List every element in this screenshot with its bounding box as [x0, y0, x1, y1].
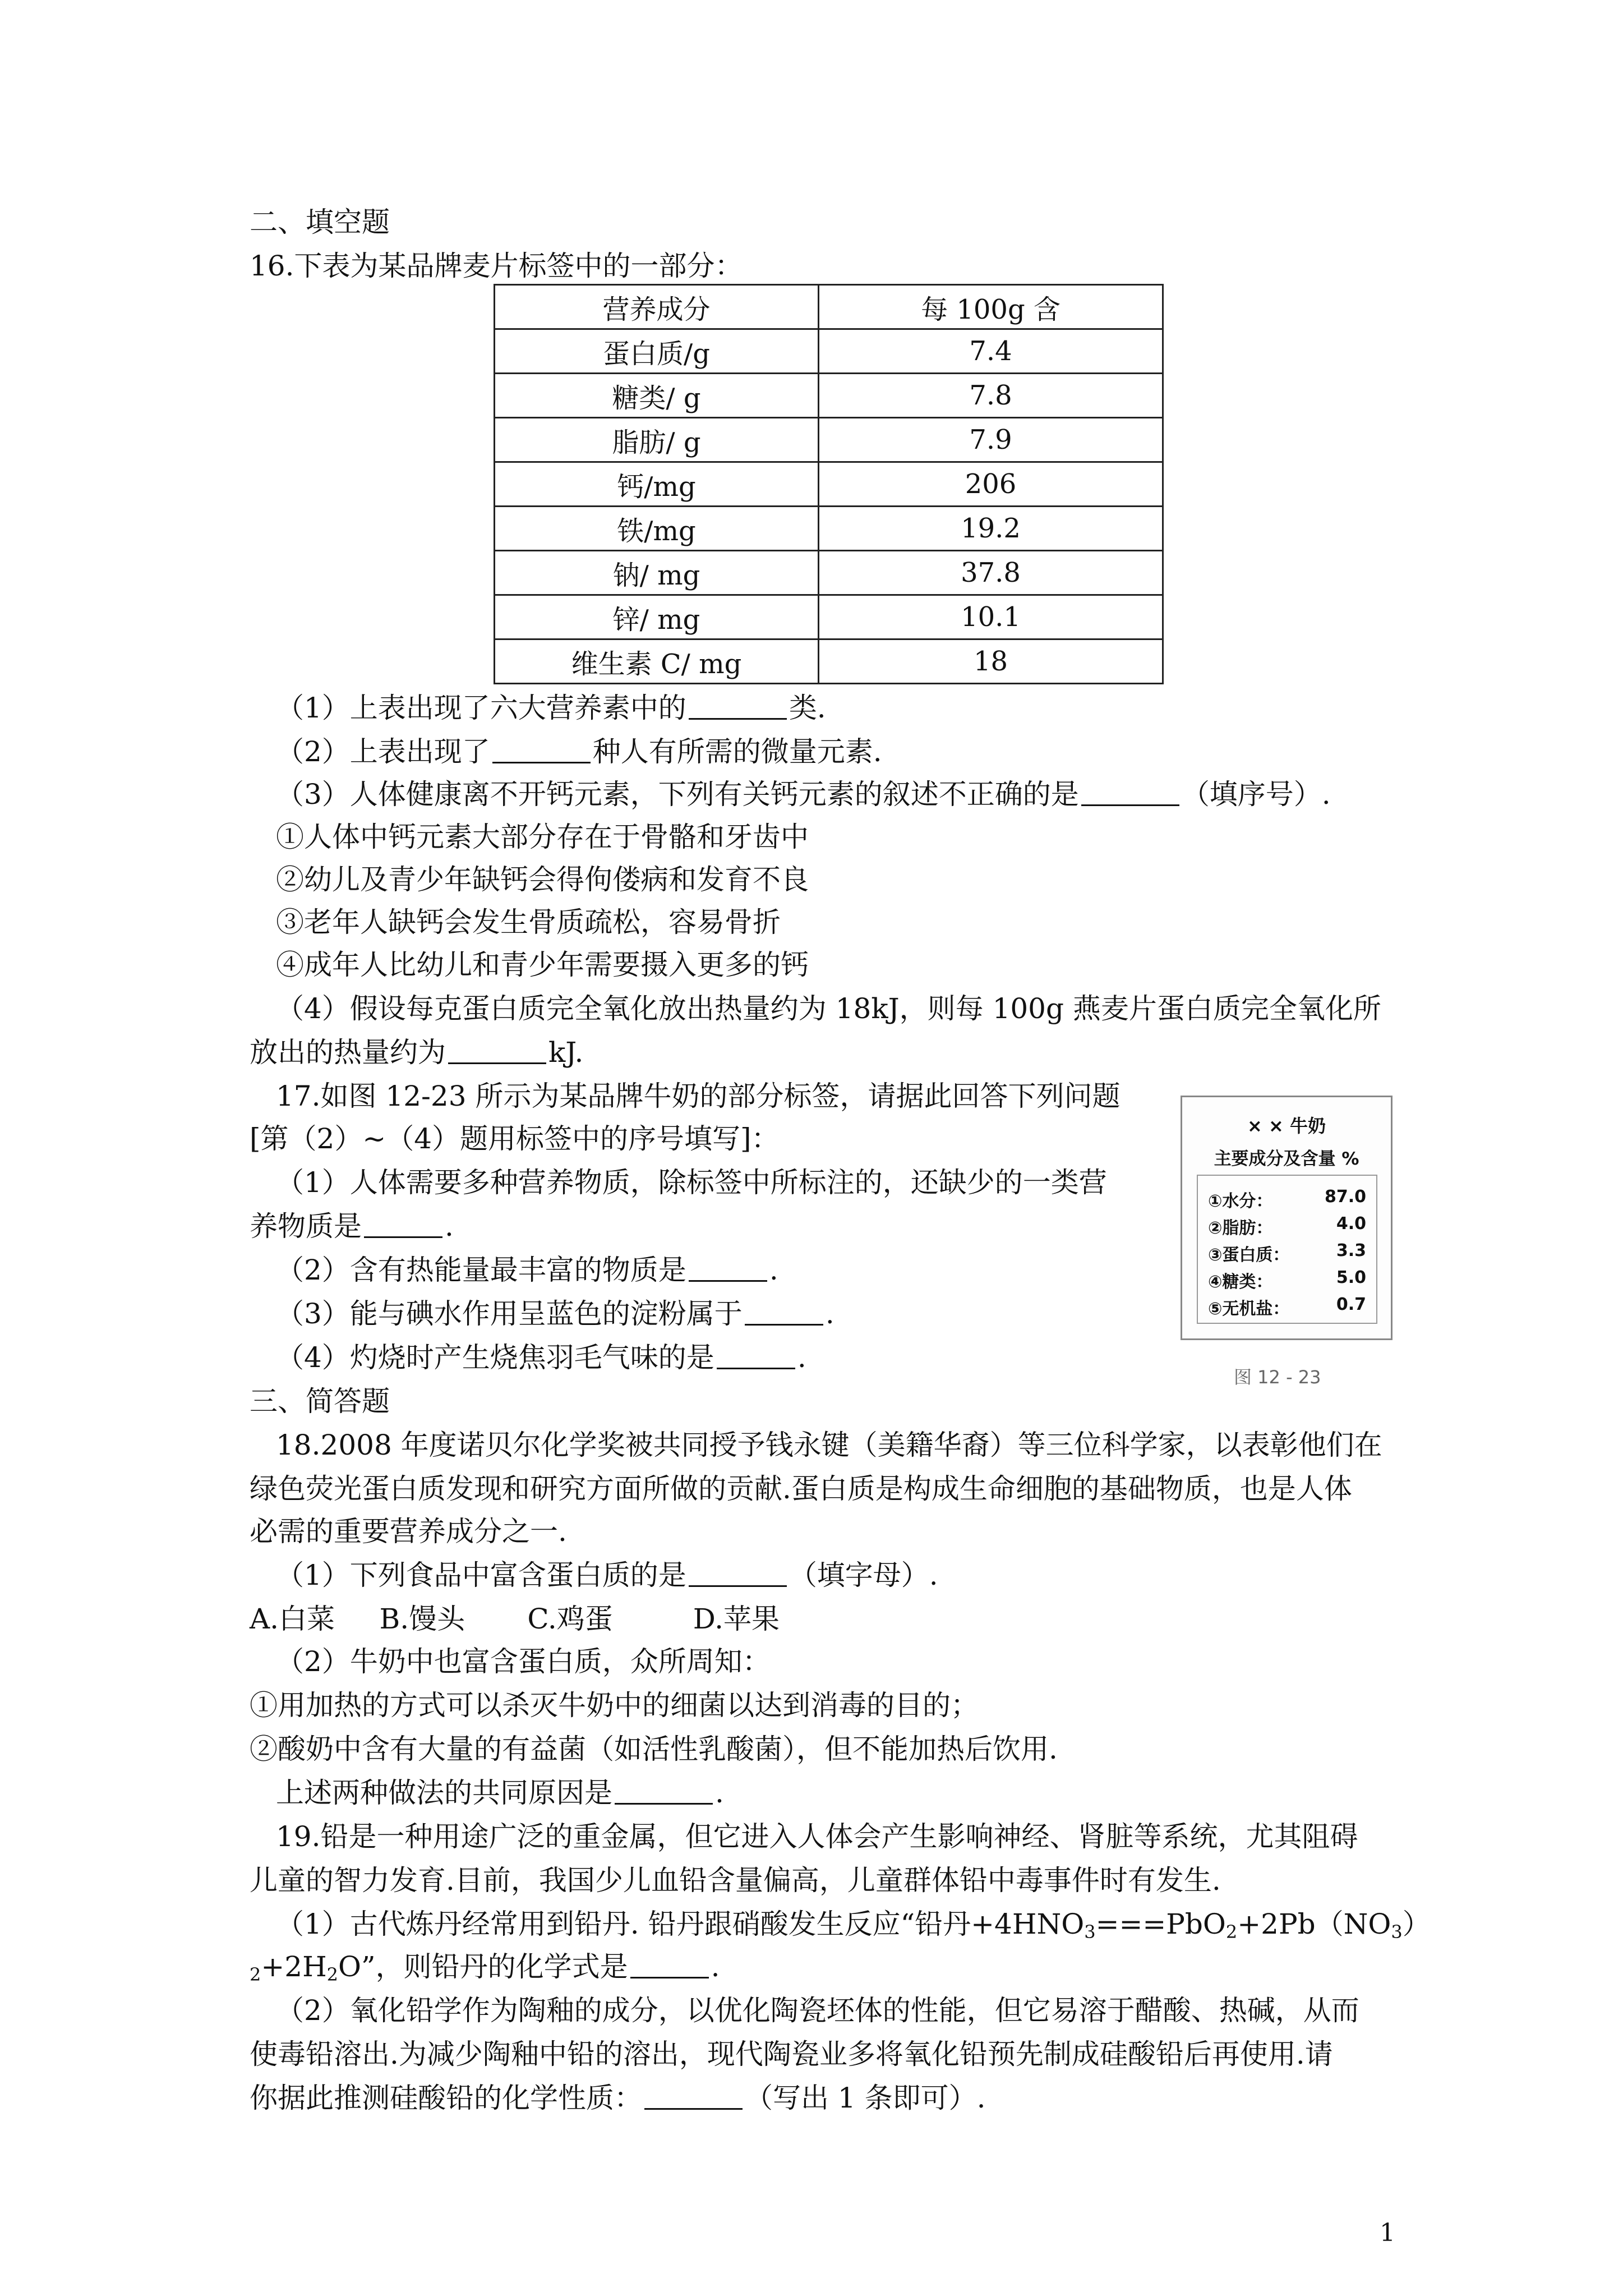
figure-item: ④糖类： 5.0: [1208, 1268, 1366, 1292]
figure-item: ②脂肪： 4.0: [1208, 1214, 1366, 1238]
q18-part1: （1）下列食品中富含蛋白质的是 （填字母）.: [276, 1559, 938, 1591]
q16-option-1: ①人体中钙元素大部分存在于骨骼和牙齿中: [276, 821, 809, 853]
table-cell: 37.8: [819, 551, 1163, 595]
answer-blank[interactable]: [689, 1255, 767, 1282]
figure-item: ⑤无机盐： 0.7: [1208, 1295, 1366, 1319]
table-cell: 钠/ mg: [495, 551, 819, 595]
q18-line1: 18.2008 年度诺贝尔化学奖被共同授予钱永键（美籍华裔）等三位科学家，以表彰他们在: [276, 1429, 1382, 1461]
table-cell: 19.2: [819, 507, 1163, 551]
table-cell: 7.8: [819, 374, 1163, 418]
section2-title: 二、填空题: [250, 206, 390, 238]
table-cell: 维生素 C/ mg: [495, 639, 819, 684]
answer-blank[interactable]: [689, 693, 787, 720]
q19-part1-line2: $_2+2H_2O$”，则铅丹的化学式是 .: [250, 1950, 720, 1985]
table-cell: 10.1: [819, 595, 1163, 639]
q19-part2-line3: 你据此推测硅酸铅的化学性质： （写出 1 条即可）.: [250, 2082, 986, 2114]
answer-blank[interactable]: [745, 1299, 823, 1326]
q18-line2: 绿色荧光蛋白质发现和研究方面所做的贡献.蛋白质是构成生命细胞的基础物质，也是人体: [250, 1473, 1352, 1505]
q17-line2: [第（2）~（4）题用标签中的序号填写]：: [250, 1122, 780, 1155]
answer-blank[interactable]: [644, 2083, 743, 2110]
answer-blank[interactable]: [364, 1212, 442, 1238]
q17-part1-line2: 养物质是 .: [250, 1210, 454, 1243]
table-header-cell: 每 100g 含: [819, 285, 1163, 329]
figure-title: × × 牛奶: [1247, 1115, 1326, 1137]
table-row: [495, 507, 1163, 551]
q16-part1: （1）上表出现了六大营养素中的 类.: [276, 692, 826, 724]
figure-subtitle: 主要成分及含量 %: [1214, 1149, 1359, 1169]
q16-part4-line1: （4）假设每克蛋白质完全氧化放出热量约为 18kJ，则每 100g 燕麦片蛋白质完全氧化所: [276, 992, 1381, 1025]
table-cell: 脂肪/ g: [495, 418, 819, 462]
table-cell: 锌/ mg: [495, 595, 819, 639]
figure-items-box: [1197, 1175, 1377, 1324]
table-row: [495, 374, 1163, 418]
table-cell: 7.9: [819, 418, 1163, 462]
q18-statement-2: ②酸奶中含有大量的有益菌（如活性乳酸菌），但不能加热后饮用.: [250, 1733, 1058, 1765]
milk-label-figure: [1181, 1096, 1393, 1340]
answer-blank[interactable]: [717, 1343, 795, 1369]
q16-option-2: ②幼儿及青少年缺钙会得佝偻病和发育不良: [276, 863, 809, 896]
table-row: [495, 329, 1163, 374]
answer-blank[interactable]: [615, 1778, 713, 1805]
q16-part4-line2: 放出的热量约为 kJ.: [250, 1036, 584, 1069]
q19-part1-line1: （1）古代炼丹经常用到铅丹. 铅丹跟硝酸发生反应“铅丹$+4HNO_3===PbO_2+2Pb(NO_3)$: [276, 1908, 1431, 1943]
q17-part3: （3）能与碘水作用呈蓝色的淀粉属于 .: [276, 1297, 834, 1330]
table-row: [495, 551, 1163, 595]
q18-choices: A.白菜 B.馒头 C.鸡蛋 D.苹果: [250, 1603, 780, 1635]
q17-line1: 17.如图 12-23 所示为某品牌牛奶的部分标签，请据此回答下列问题: [276, 1080, 1121, 1112]
q17-part4: （4）灼烧时产生烧焦羽毛气味的是 .: [276, 1341, 806, 1374]
answer-blank[interactable]: [492, 737, 591, 763]
page-number: 1: [1380, 2219, 1395, 2247]
q17-part1-line1: （1）人体需要多种营养物质，除标签中所标注的，还缺少的一类营: [276, 1166, 1107, 1199]
answer-blank[interactable]: [630, 1952, 709, 1978]
q19-part2-line2: 使毒铅溶出.为减少陶釉中铅的溶出，现代陶瓷业多将氧化铅预先制成硅酸铅后再使用.请: [250, 2038, 1333, 2070]
q16-option-3: ③老年人缺钙会发生骨质疏松，容易骨折: [276, 906, 781, 938]
table-header-cell: 营养成分: [495, 285, 819, 329]
table-row: [495, 462, 1163, 507]
table-cell: 钙/mg: [495, 462, 819, 507]
q16-part2: （2）上表出现了 种人有所需的微量元素.: [276, 735, 882, 768]
table-row: [495, 418, 1163, 462]
nutrition-table: [494, 284, 1164, 684]
table-row: [495, 595, 1163, 639]
table-cell: 铁/mg: [495, 507, 819, 551]
section3-title: 三、简答题: [250, 1385, 390, 1418]
figure-item: ①水分： 87.0: [1208, 1187, 1366, 1211]
q16-intro: 16.下表为某品牌麦片标签中的一部分：: [250, 250, 743, 282]
answer-blank[interactable]: [689, 1561, 787, 1587]
q16-option-4: ④成年人比幼儿和青少年需要摄入更多的钙: [276, 949, 809, 981]
q18-common-reason: 上述两种做法的共同原因是 .: [276, 1777, 724, 1809]
table-cell: 7.4: [819, 329, 1163, 374]
q18-part2: （2）牛奶中也富含蛋白质，众所周知：: [276, 1645, 771, 1678]
q19-part2-line1: （2）氧化铅学作为陶釉的成分，以优化陶瓷坯体的性能，但它易溶于醋酸、热碱，从而: [276, 1994, 1359, 2027]
table-row: [495, 639, 1163, 684]
q18-line3: 必需的重要营养成分之一.: [250, 1515, 567, 1548]
table-cell: 18: [819, 639, 1163, 684]
table-cell: 蛋白质/g: [495, 329, 819, 374]
table-header-row: [495, 285, 1163, 329]
q19-line1: 19.铅是一种用途广泛的重金属，但它进入人体会产生影响神经、肾脏等系统，尤其阻碍: [276, 1820, 1358, 1853]
q16-part3: （3）人体健康离不开钙元素，下列有关钙元素的叙述不正确的是 （填序号）.: [276, 778, 1331, 811]
q17-part2: （2）含有热能量最丰富的物质是 .: [276, 1254, 778, 1286]
figure-item: ③蛋白质： 3.3: [1208, 1241, 1366, 1265]
answer-blank[interactable]: [448, 1038, 546, 1064]
q19-line2: 儿童的智力发育.目前，我国少儿血铅含量偏高，儿童群体铅中毒事件时有发生.: [250, 1864, 1221, 1897]
q18-statement-1: ①用加热的方式可以杀灭牛奶中的细菌以达到消毒的目的；: [250, 1689, 979, 1722]
table-cell: 糖类/ g: [495, 374, 819, 418]
figure-caption: 图 12 - 23: [1234, 1366, 1321, 1388]
answer-blank[interactable]: [1081, 780, 1179, 806]
table-cell: 206: [819, 462, 1163, 507]
